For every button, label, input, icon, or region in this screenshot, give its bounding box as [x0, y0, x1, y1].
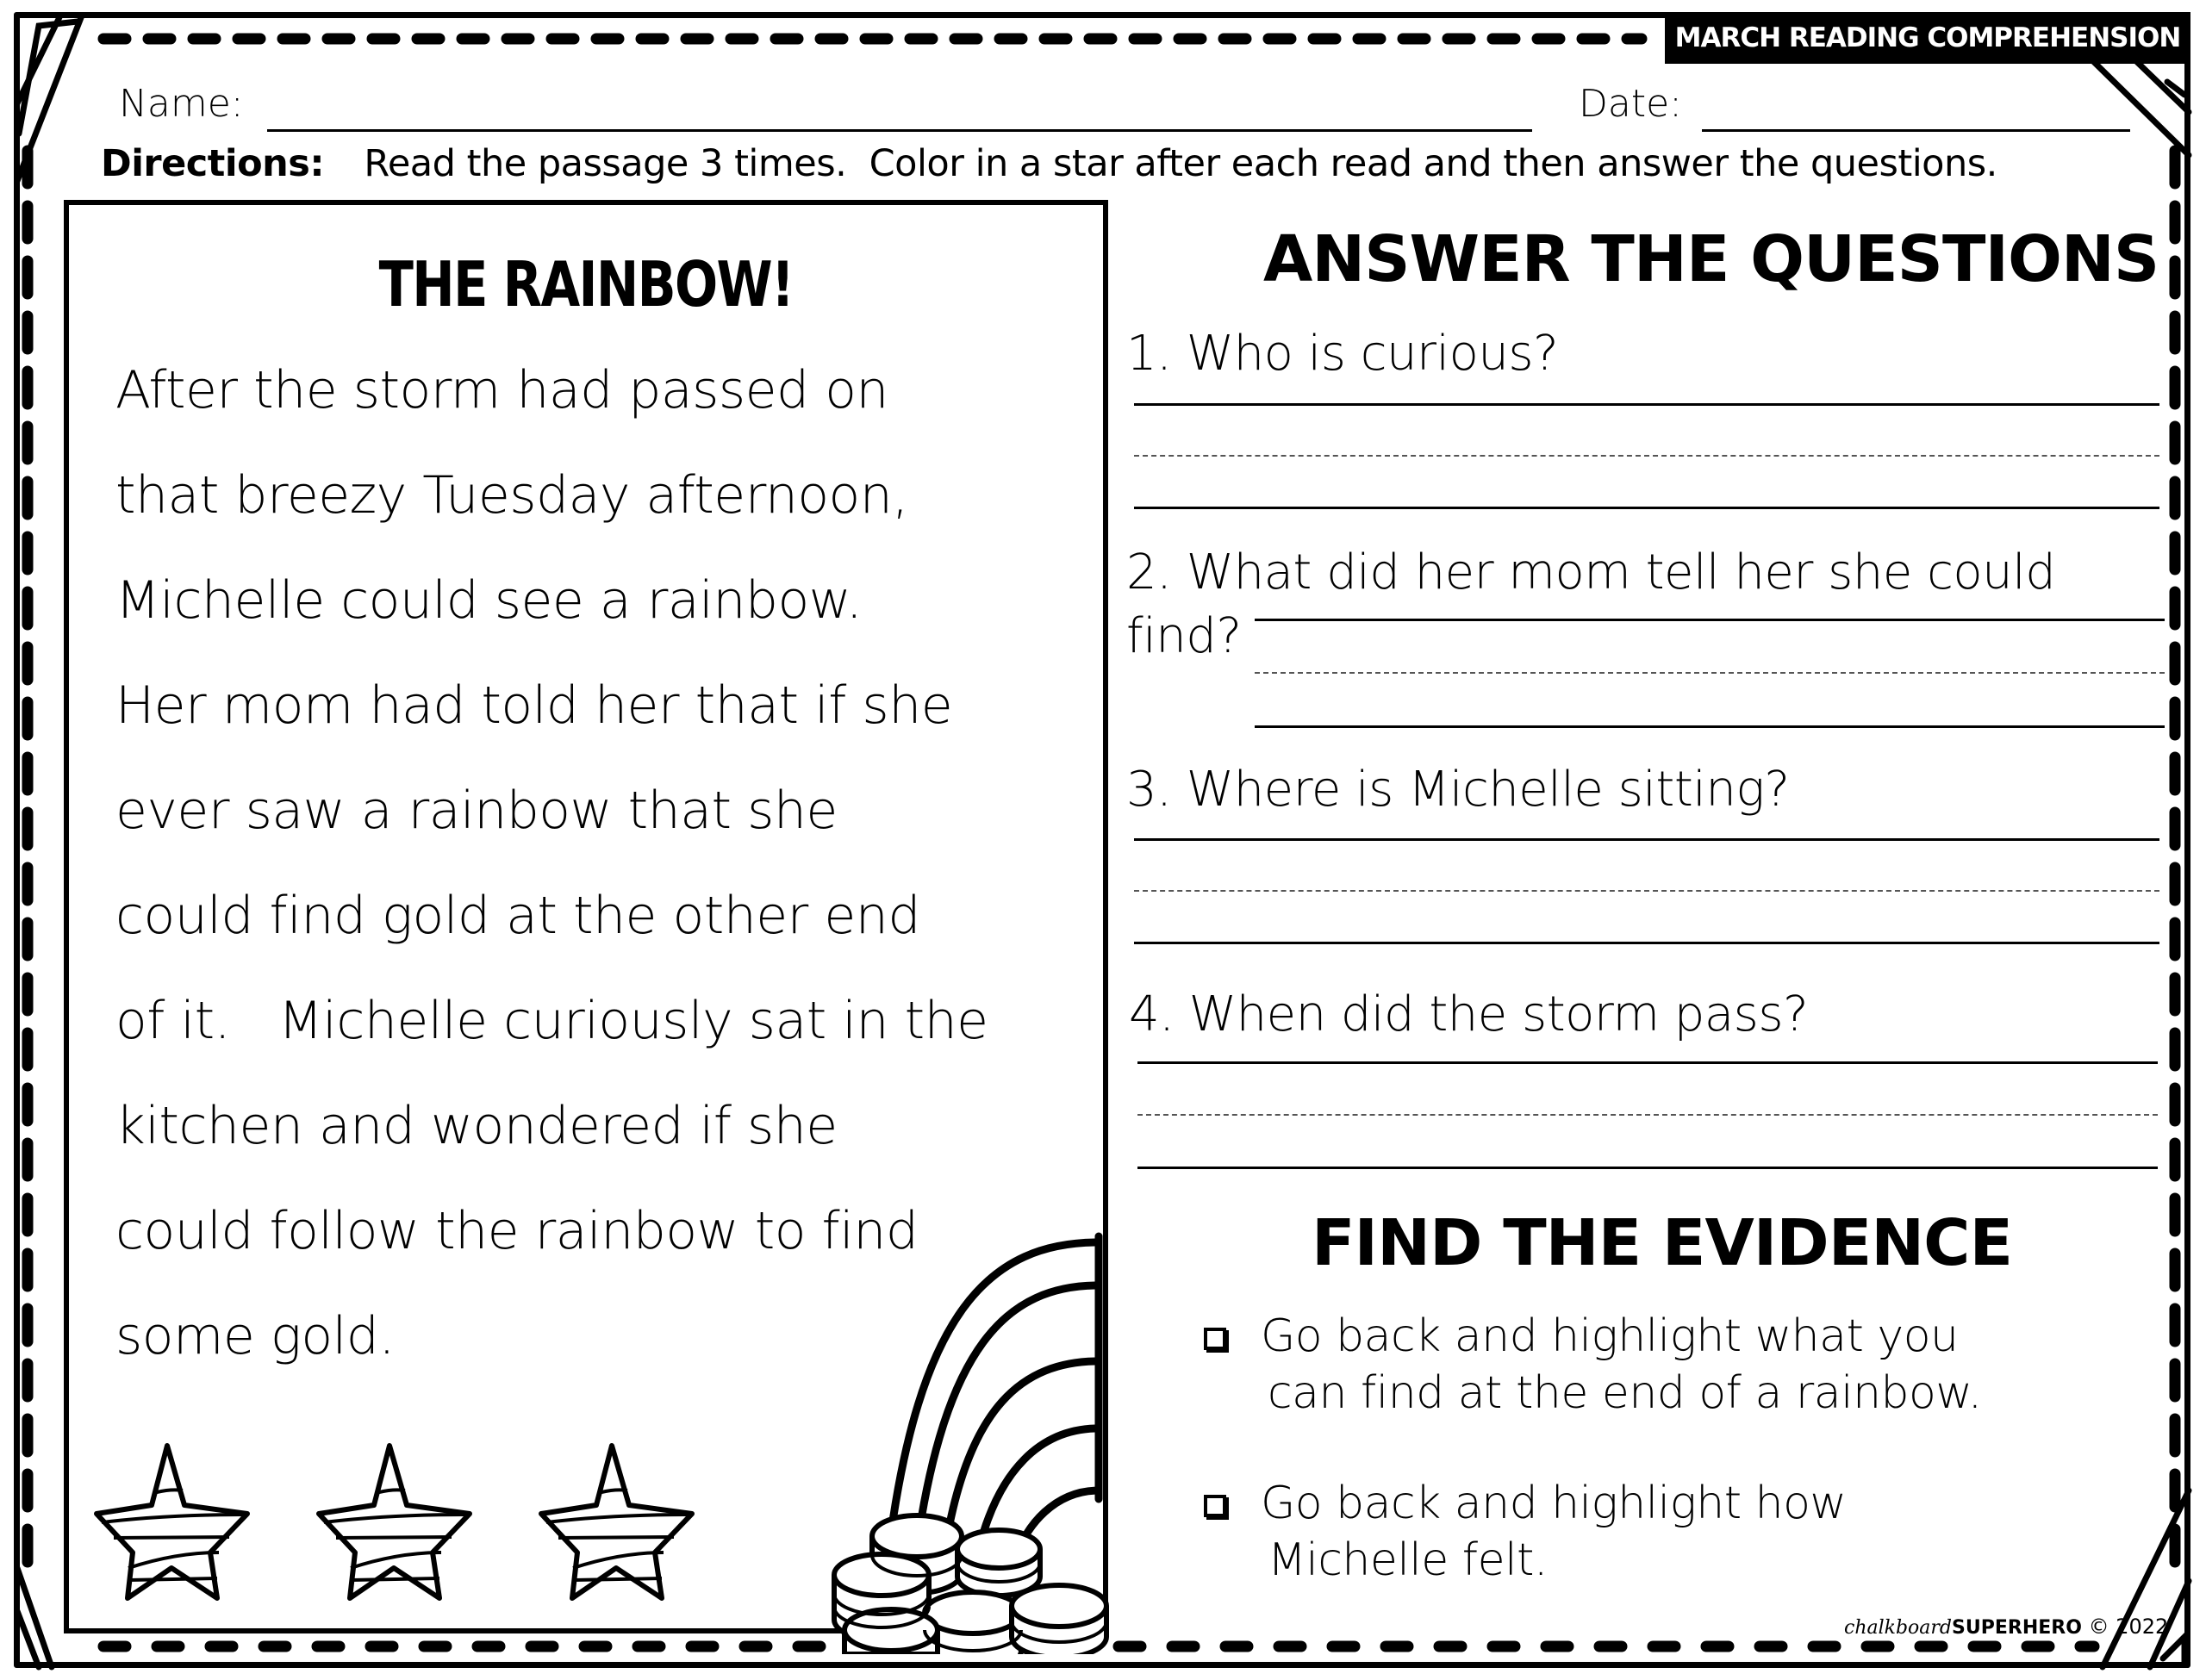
passage-line: could follow the rainbow to find [115, 1201, 919, 1261]
directions [101, 142, 1997, 185]
passage-line: Michelle could see a rainbow. [115, 570, 863, 631]
answer-guide-line-2 [1255, 672, 2165, 674]
answer-line-1a[interactable] [1134, 403, 2159, 406]
striped-star-icon[interactable] [90, 1440, 258, 1604]
answer-line-2b[interactable] [1255, 725, 2165, 728]
answer-line-4a[interactable] [1137, 1061, 2158, 1064]
answer-line-4b[interactable] [1137, 1167, 2158, 1169]
name-label: Name: [119, 82, 244, 126]
corner-ornament-bottom-left [17, 1568, 52, 1667]
brand-name: SUPERHERO [1952, 1617, 2082, 1639]
answer-line-3a[interactable] [1134, 838, 2159, 841]
evidence-item-1[interactable]: Go back and highlight what you can find at the end of a rainbow. [1204, 1308, 1982, 1422]
date-label: Date: [1579, 82, 1682, 126]
name-field[interactable] [267, 129, 1532, 132]
passage-line: could find gold at the other end [115, 886, 920, 946]
directions-label: Directions: [101, 142, 325, 185]
answer-guide-line-1 [1134, 455, 2159, 457]
passage-line: some gold. [115, 1306, 395, 1366]
striped-star-icon[interactable] [534, 1440, 702, 1604]
passage-line: ever saw a rainbow that she [115, 781, 838, 841]
passage-line: of it. Michelle curiously sat in the [115, 991, 988, 1051]
directions-text: Read the passage 3 times. Color in a star after each read and then answer the questions. [364, 142, 1997, 185]
copyright-notice [1844, 1615, 2168, 1639]
checkbox-icon[interactable] [1204, 1328, 1226, 1350]
passage-title: THE RAINBOW! [378, 248, 794, 320]
corner-ornament-top-right [2094, 62, 2189, 155]
questions-title: ANSWER THE QUESTIONS [1263, 222, 2159, 296]
worksheet-category-tab: MARCH READING COMPREHENSION [1665, 12, 2190, 64]
question-2-continued: find? [1126, 608, 1242, 664]
striped-star-icon[interactable] [312, 1440, 480, 1604]
answer-guide-line-3 [1134, 890, 2159, 892]
answer-guide-line-4 [1137, 1114, 2158, 1116]
answer-line-1b[interactable] [1134, 507, 2159, 509]
checkbox-icon[interactable] [1204, 1495, 1226, 1517]
evidence-title: FIND THE EVIDENCE [1312, 1206, 2013, 1280]
question-4: 4. When did the storm pass? [1129, 986, 1809, 1042]
question-1: 1. Who is curious? [1126, 326, 1559, 382]
corner-ornament-bottom-right [2103, 1490, 2189, 1667]
answer-line-2a[interactable] [1255, 619, 2165, 621]
rainbow-with-gold-coins-icon [707, 1223, 1112, 1654]
brand-script: chalkboard [1844, 1617, 1953, 1639]
question-3: 3. Where is Michelle sitting? [1126, 762, 1790, 818]
corner-ornament-top-left [17, 16, 82, 181]
passage-line: Her mom had told her that if she [115, 675, 953, 736]
passage-line: kitchen and wondered if she [115, 1096, 838, 1156]
copyright-year: © 2022 [2088, 1615, 2169, 1639]
date-field[interactable] [1702, 129, 2130, 132]
passage-line: After the storm had passed on [115, 360, 888, 420]
answer-line-3b[interactable] [1134, 942, 2159, 944]
question-2: 2. What did her mom tell her she could [1126, 544, 2056, 600]
passage-line: that breezy Tuesday afternoon, [115, 465, 908, 526]
evidence-item-2[interactable]: Go back and highlight how Michelle felt. [1204, 1475, 1846, 1589]
